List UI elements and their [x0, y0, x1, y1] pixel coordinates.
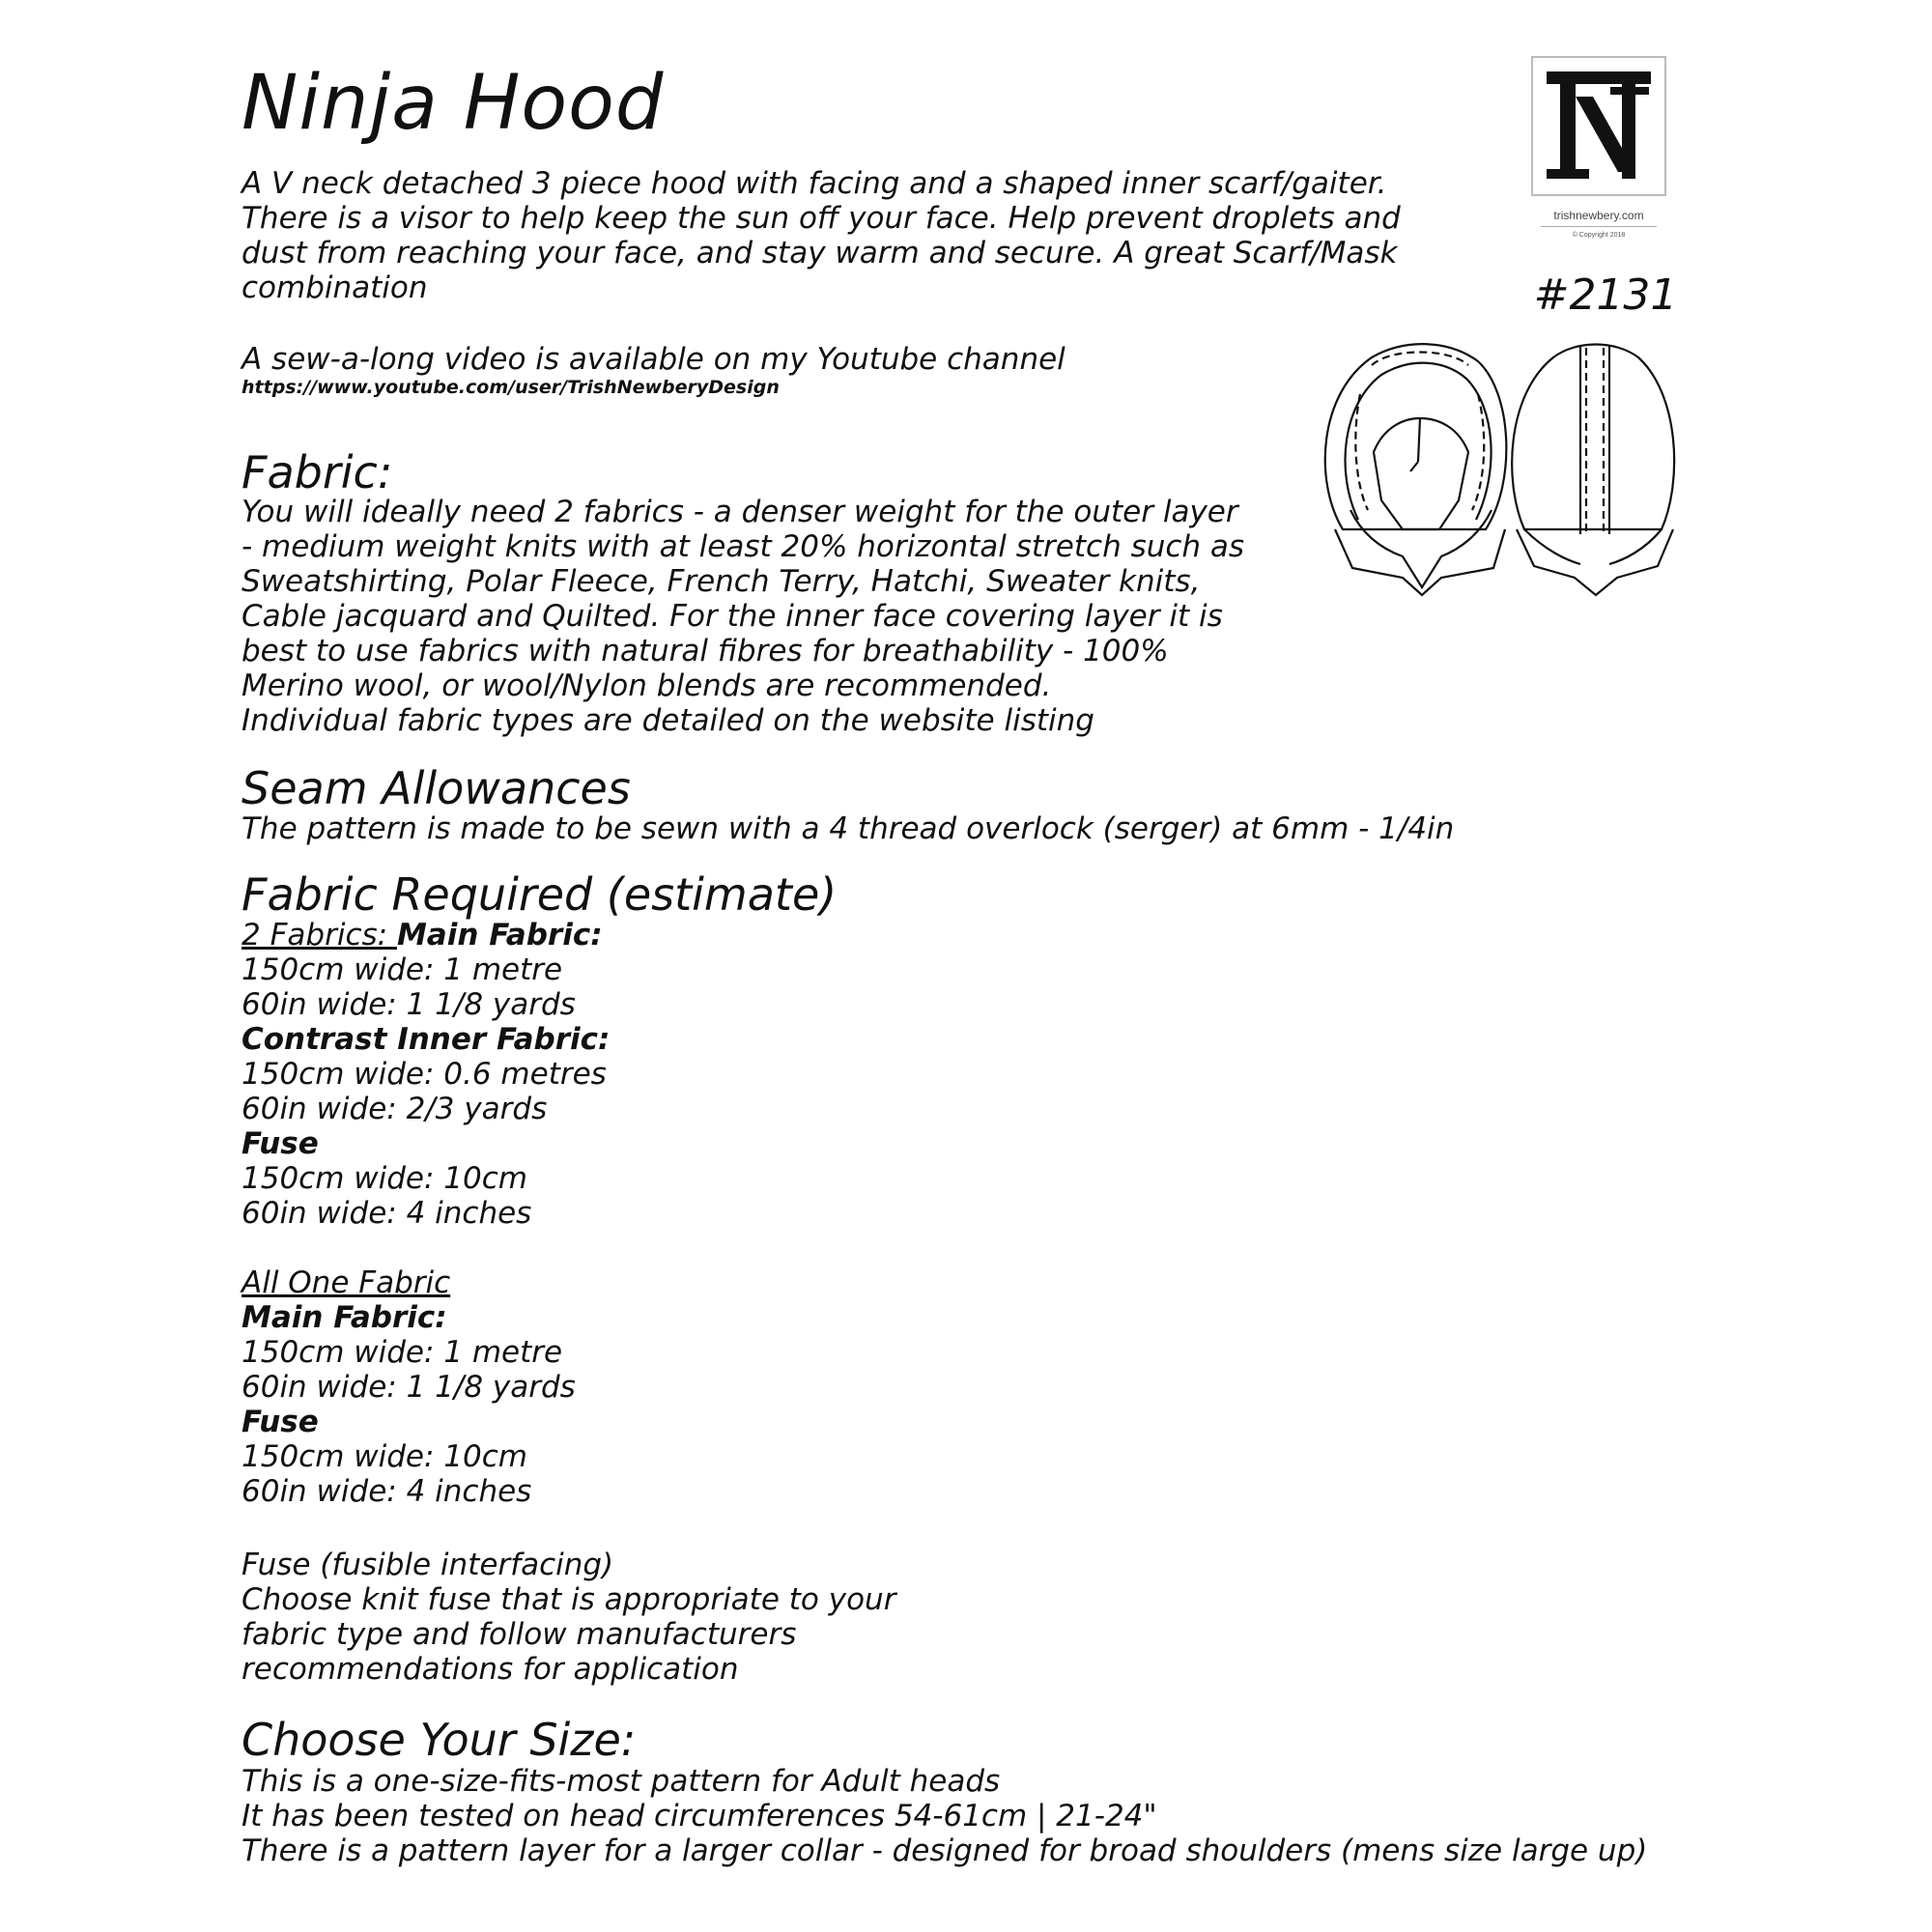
fabric-line: Sweatshirting, Polar Fleece, French Terry, Hatchi, Sweater knits, [242, 564, 1201, 599]
tn-logo [1531, 56, 1666, 196]
intro-line: dust from reaching your face, and stay warm and secure. A great Scarf/Mask [242, 236, 1398, 270]
intro-line: combination [242, 270, 428, 305]
fuse-note-line: Choose knit fuse that is appropriate to your [242, 1582, 896, 1617]
fuse-label: Fuse [242, 1126, 319, 1161]
contrast-fabric-label: Contrast Inner Fabric: [242, 1022, 611, 1057]
video-note [242, 342, 1065, 398]
two-fabrics-label: 2 Fabrics: [242, 918, 397, 952]
one-main-fabric-in: 60in wide: 1 1/8 yards [242, 1370, 576, 1405]
hood-front-view [1325, 344, 1507, 595]
one-main-fabric-label: Main Fabric: [242, 1300, 447, 1335]
tn-monogram-icon [1533, 58, 1664, 194]
fabric-line: Merino wool, or wool/Nylon blends are recommended. [242, 668, 1052, 703]
contrast-fabric-cm: 150cm wide: 0.6 metres [242, 1057, 607, 1092]
logo-website: trishnewbery.com [1553, 209, 1644, 222]
fuse-note-line: recommendations for application [242, 1652, 739, 1687]
one-main-fabric-cm: 150cm wide: 1 metre [242, 1335, 563, 1370]
intro-line: There is a visor to help keep the sun off your face. Help prevent droplets and [242, 201, 1401, 236]
seam-text: The pattern is made to be sewn with a 4 thread overlock (serger) at 6mm - 1/4in [242, 811, 1455, 846]
fabric-line: Cable jacquard and Quilted. For the inner face covering layer it is [242, 599, 1223, 634]
fabric-line: Individual fabric types are detailed on the website listing [242, 703, 1094, 738]
logo-copyright: © Copyright 2018 [1572, 232, 1626, 239]
main-fabric-cm: 150cm wide: 1 metre [242, 952, 563, 987]
contrast-fabric-in: 60in wide: 2/3 yards [242, 1092, 548, 1126]
main-fabric-in: 60in wide: 1 1/8 yards [242, 987, 576, 1022]
intro-paragraph [242, 166, 1401, 305]
one-fabric-list [242, 1265, 576, 1509]
seam-description [242, 811, 1454, 846]
main-fabric-label: Main Fabric: [396, 918, 603, 952]
fabric-heading: Fabric: [242, 446, 393, 498]
fuse-cm: 150cm wide: 10cm [242, 1161, 527, 1196]
logo-divider [1541, 226, 1657, 227]
fabric-description [242, 495, 1244, 738]
fuse-note-line: fabric type and follow manufacturers [242, 1617, 797, 1652]
fuse-note [242, 1548, 895, 1687]
hood-illustration [1314, 336, 1690, 607]
one-fuse-cm: 150cm wide: 10cm [242, 1439, 527, 1474]
two-fabrics-list [242, 918, 610, 1231]
required-heading: Fabric Required (estimate) [242, 868, 838, 921]
size-line: It has been tested on head circumferences 54-61cm | 21-24" [242, 1799, 1157, 1833]
one-fuse-label: Fuse [242, 1405, 319, 1439]
size-line: There is a pattern layer for a larger collar - designed for broad shoulders (mens size large up) [242, 1833, 1648, 1868]
size-description [242, 1764, 1647, 1868]
pattern-number: #2131 [1533, 270, 1678, 320]
one-fabric-label: All One Fabric [242, 1265, 451, 1300]
youtube-link[interactable]: https://www.youtube.com/user/TrishNewberyDesign [242, 377, 780, 398]
seam-heading: Seam Allowances [242, 762, 631, 814]
video-text: A sew-a-long video is available on my Youtube channel [242, 342, 1065, 377]
size-line: This is a one-size-fits-most pattern for Adult heads [242, 1764, 1001, 1799]
one-fuse-in: 60in wide: 4 inches [242, 1474, 532, 1509]
hood-back-view [1512, 345, 1674, 596]
fabric-line: - medium weight knits with at least 20% horizontal stretch such as [242, 529, 1245, 564]
fuse-in: 60in wide: 4 inches [242, 1196, 532, 1231]
size-heading: Choose Your Size: [242, 1714, 637, 1766]
fabric-line: You will ideally need 2 fabrics - a denser weight for the outer layer [242, 495, 1238, 529]
fuse-note-line: Fuse (fusible interfacing) [242, 1548, 614, 1582]
page-title: Ninja Hood [242, 60, 665, 147]
fabric-line: best to use fabrics with natural fibres for breathability - 100% [242, 634, 1169, 668]
intro-line: A V neck detached 3 piece hood with facing and a shaped inner scarf/gaiter. [242, 166, 1387, 201]
